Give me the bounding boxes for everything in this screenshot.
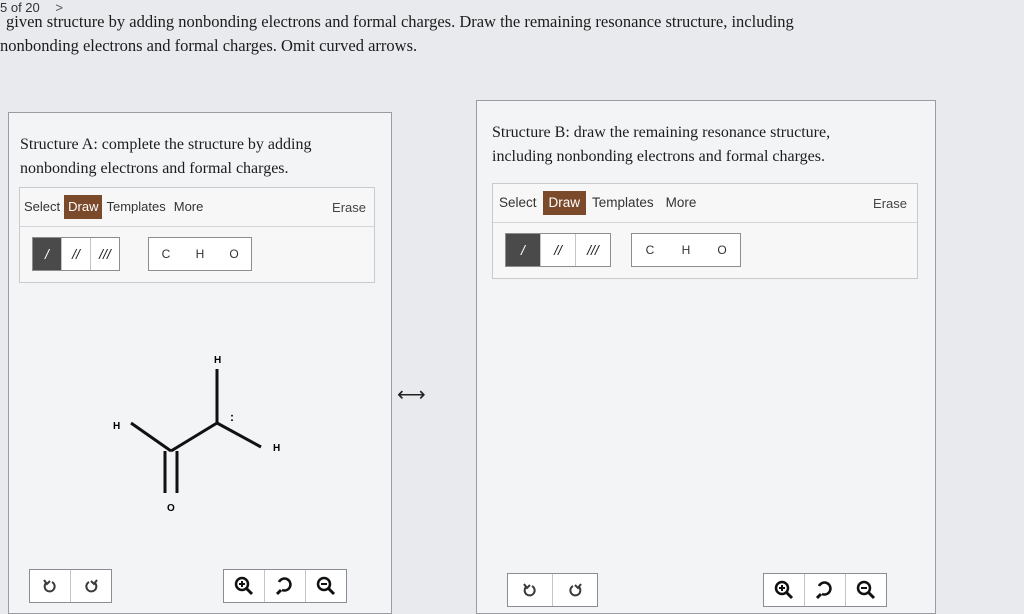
atom-buttons [631,233,741,267]
structure-a-title [20,133,311,181]
instructions [0,10,880,58]
redo-button[interactable] [553,574,597,606]
zoom-in-button[interactable] [224,570,265,602]
structure-b-undo-redo [507,573,598,607]
tab-templates[interactable]: Templates [106,199,166,214]
reset-zoom-icon [815,580,835,600]
tab-select[interactable]: Select [24,199,61,214]
single-bond-button[interactable]: / [33,238,62,270]
structure-b-title-line-1: Structure B: draw the remaining resonance structure, [492,124,831,141]
structure-b-canvas[interactable] [492,291,916,551]
structure-a-title-line-1: Structure A: complete the structure by adding [20,136,312,153]
undo-icon [41,577,59,595]
single-bond-button[interactable]: / [506,234,541,266]
molecule-drawing[interactable] [99,343,299,523]
double-bond-button[interactable]: // [541,234,576,266]
bond-c1-c2 [171,423,217,451]
structure-b-panel [476,100,936,614]
atom-label-h-right: H [273,443,281,454]
atom-h-button[interactable]: H [195,247,205,261]
atom-label-o: O [167,503,175,514]
undo-button[interactable] [30,570,71,602]
reset-zoom-button[interactable] [805,574,846,606]
bond-c2-h-right [217,423,261,447]
atom-label-h-left: H [113,421,121,432]
double-bond-button[interactable]: // [62,238,91,270]
atom-label-h-top: H [214,355,222,366]
atom-o-button[interactable]: O [717,243,727,257]
structure-a-tabs [20,188,374,226]
bond-buttons [505,233,611,267]
bond-buttons [32,237,120,271]
lone-pair-dots: : [230,410,234,424]
redo-button[interactable] [71,570,111,602]
structure-a-undo-redo [29,569,112,603]
tab-more[interactable]: More [665,195,697,210]
triple-bond-button[interactable]: /// [587,242,599,258]
atom-c-button[interactable]: C [645,243,655,257]
zoom-out-button[interactable] [306,570,346,602]
tab-templates[interactable]: Templates [592,195,654,210]
atom-h-button[interactable]: H [681,243,691,257]
structure-a-toolbar [19,187,375,283]
structure-b-tool-row [493,222,917,277]
redo-icon [566,581,584,599]
structure-a-tool-row [20,226,374,281]
zoom-out-icon [316,576,336,596]
structure-b-title [492,121,830,169]
tab-more[interactable]: More [173,199,204,214]
structure-b-zoom-controls [763,573,887,607]
atom-c-button[interactable]: C [161,247,171,261]
zoom-out-button[interactable] [846,574,886,606]
undo-icon [521,581,539,599]
structure-b-toolbar [492,183,918,279]
reset-zoom-button[interactable] [265,570,306,602]
instructions-line-2: nonbonding electrons and formal charges. Omit curved arrows. [0,36,418,55]
redo-icon [82,577,100,595]
triple-bond-button[interactable]: /// [99,246,111,262]
atom-buttons [148,237,252,271]
erase-button[interactable]: Erase [332,199,366,215]
bond-h-left-c1 [131,423,171,451]
zoom-in-icon [234,576,254,596]
question-counter: 5 of 20 [0,0,40,15]
atom-o-button[interactable]: O [229,247,239,261]
structure-a-panel [8,112,392,614]
structure-a-title-line-2: nonbonding electrons and formal charges. [20,160,289,177]
next-question-chevron-icon[interactable]: > [55,0,63,15]
reset-zoom-icon [275,576,295,596]
tab-draw[interactable]: Draw [543,191,587,215]
zoom-in-button[interactable] [764,574,805,606]
zoom-out-icon [856,580,876,600]
instructions-line-1: given structure by adding nonbonding electrons and formal charges. Draw the remaining resonance structure, including [6,12,794,31]
tab-draw[interactable]: Draw [64,195,102,219]
erase-button[interactable]: Erase [873,195,907,211]
tab-select[interactable]: Select [499,195,537,210]
structure-b-title-line-2: including nonbonding electrons and formal charges. [492,148,825,165]
resonance-arrow: ⟷ [397,384,426,406]
structure-b-tabs [493,184,917,222]
structure-a-zoom-controls [223,569,347,603]
zoom-in-icon [774,580,794,600]
undo-button[interactable] [508,574,553,606]
